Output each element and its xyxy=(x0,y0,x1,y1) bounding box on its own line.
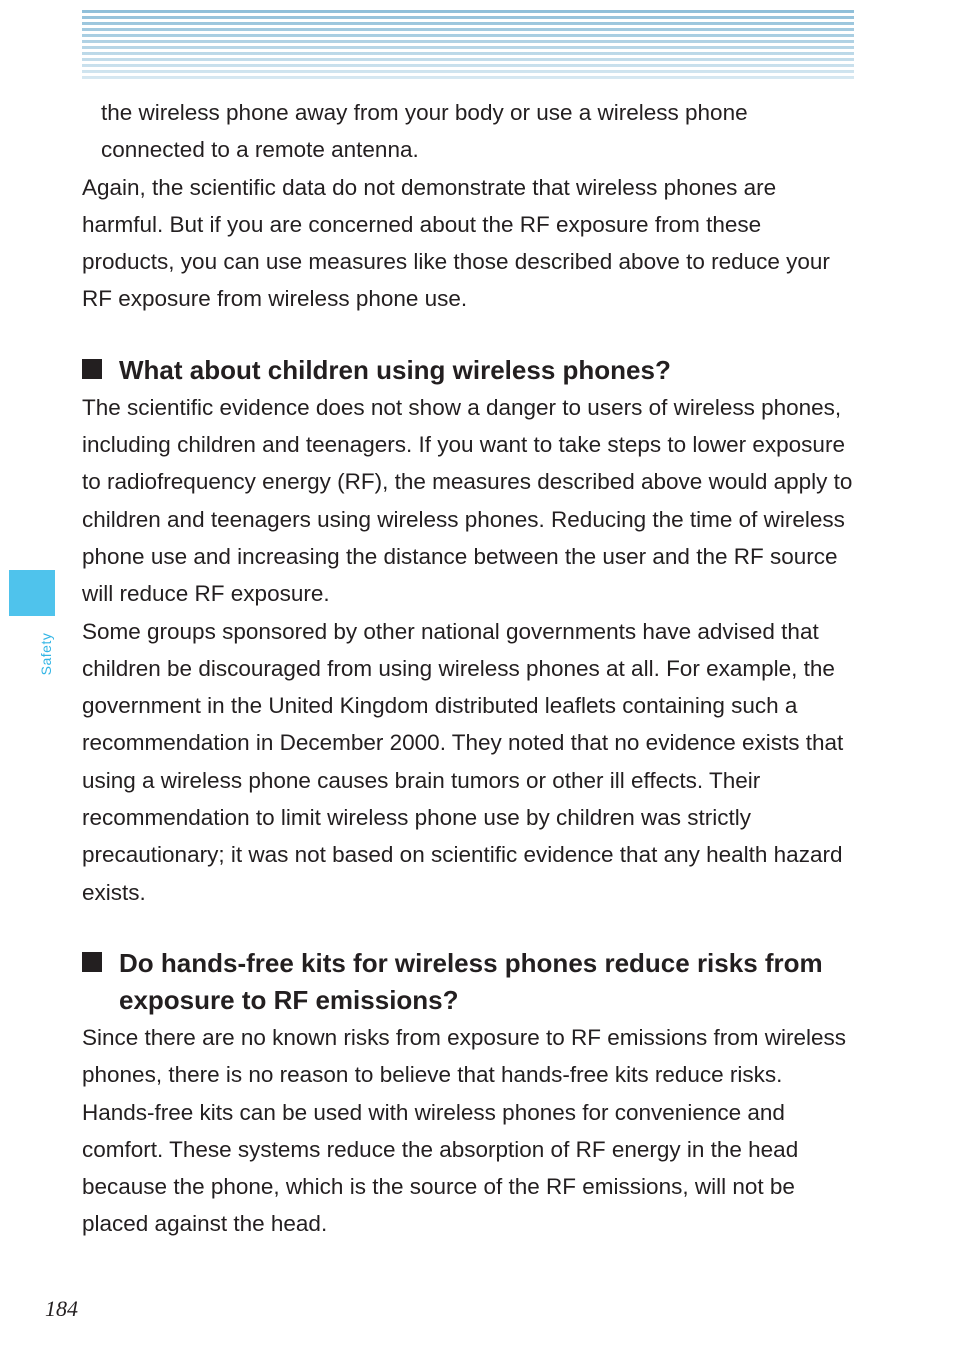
header-stripe-band xyxy=(82,10,854,80)
heading-handsfree xyxy=(82,945,854,1019)
paragraph-again: Again, the scientific data do not demonstrate that wireless phones are harmful. But if you are concerned about the RF exposure from these products, you can use measures like those described above to reduce your RF exposure from wireless phone use. xyxy=(82,174,830,312)
paragraph-children-2: Some groups sponsored by other national governments have advised that children be discouraged from using wireless phones at all. For example, the government in the United Kingdom distributed leaflets containing such a recommendation in December 2000. They noted that no evidence exists that using a wireless phone causes brain tumors or other ill effects. Their recommendation to limit wireless phone use by children was strictly precautionary; it was not based on scientific evidence that any health hazard exists. xyxy=(82,618,844,905)
square-bullet-icon xyxy=(82,359,102,379)
square-bullet-icon xyxy=(82,952,102,972)
heading-children xyxy=(82,352,854,389)
section-tab-marker xyxy=(9,570,55,616)
heading-children-text: What about children using wireless phones? xyxy=(119,354,671,385)
heading-handsfree-text: Do hands-free kits for wireless phones reduce risks from exposure to RF emissions? xyxy=(119,947,823,1015)
page-number: 184 xyxy=(45,1296,78,1321)
section-tab-label: Safety xyxy=(38,632,54,676)
page-body xyxy=(82,94,854,1243)
continuation-text: the wireless phone away from your body or use a wireless phone connected to a remote antenna. xyxy=(101,100,748,163)
paragraph-children-1: The scientific evidence does not show a danger to users of wireless phones, including children and teenagers. If you want to take steps to lower exposure to radiofrequency energy (RF), the measures described above would apply to children and teenagers using wireless phones. Reducing the time of wireless phone use and increasing the distance between the user and the RF source will reduce RF exposure. xyxy=(82,394,853,607)
paragraph-handsfree-1: Since there are no known risks from exposure to RF emissions from wireless phones, there is no reason to believe that hands-free kits reduce risks. Hands-free kits can be used with wireless phones for convenience and comfort. These systems reduce the absorption of RF energy in the head because the phone, which is the source of the RF emissions, will not be placed against the head. xyxy=(82,1024,847,1237)
